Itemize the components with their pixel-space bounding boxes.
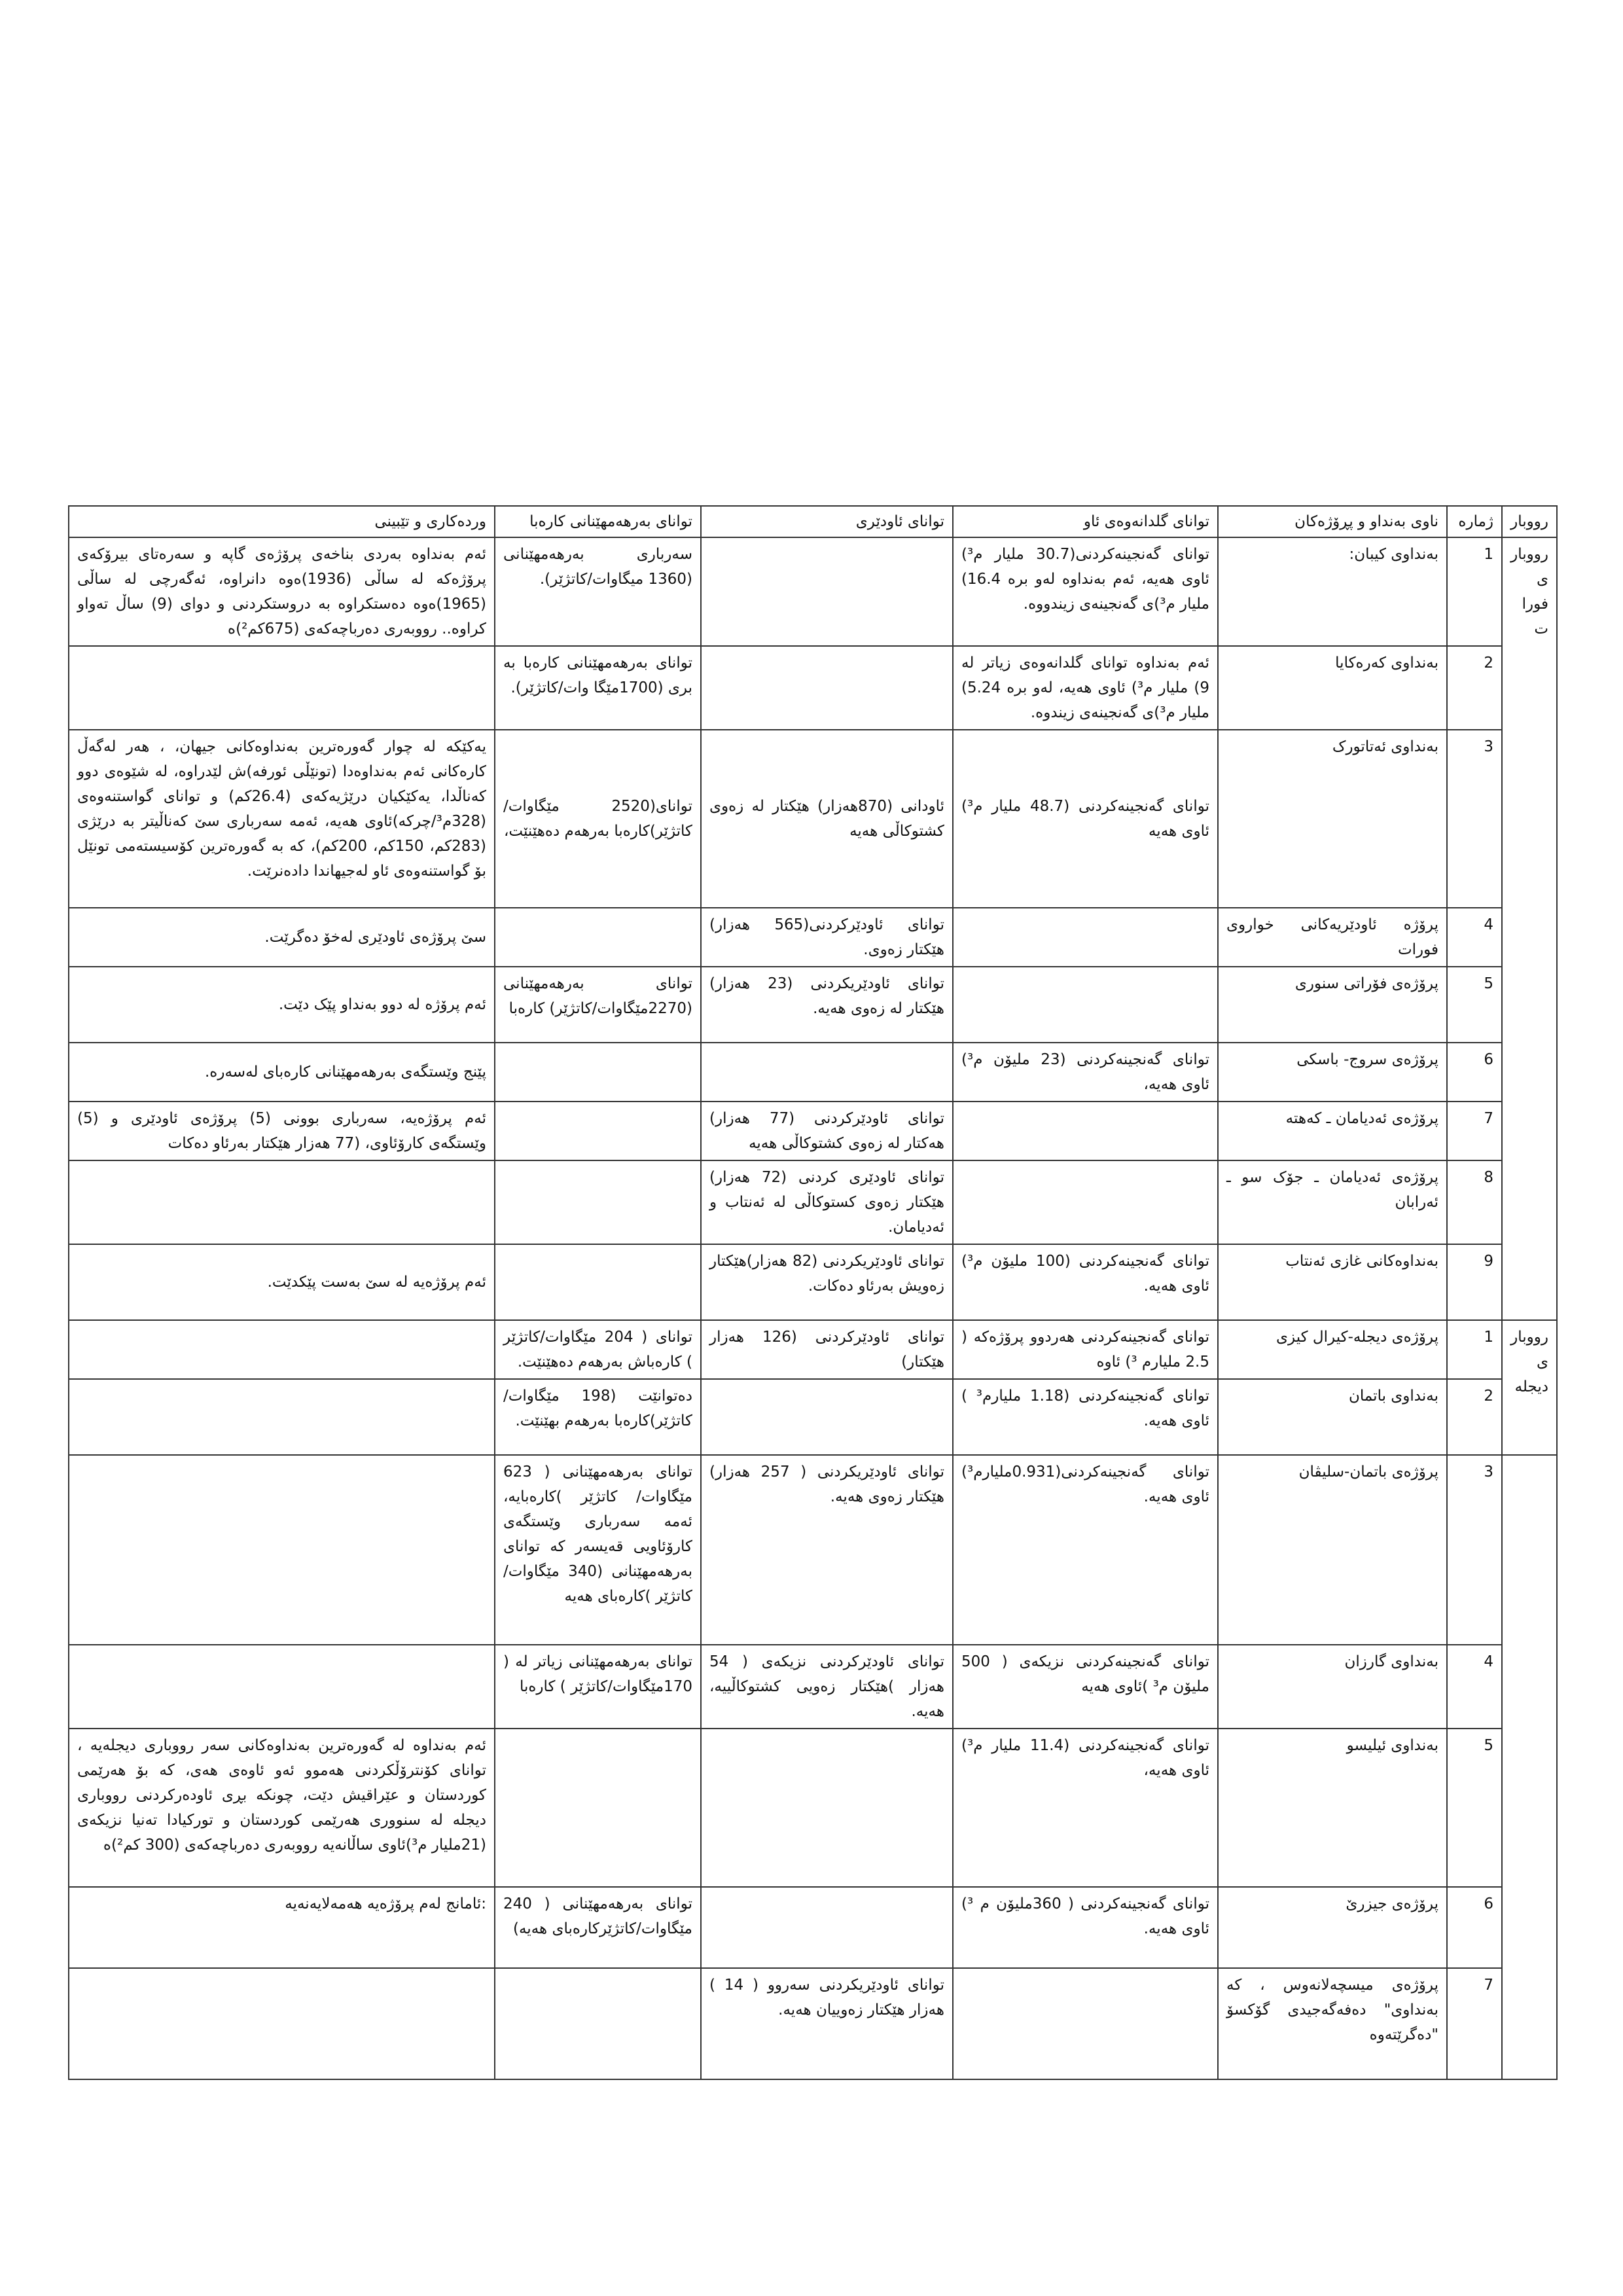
row-number: 8 xyxy=(1447,1160,1502,1244)
row-number: 6 xyxy=(1447,1043,1502,1102)
dam-name: پرۆژەی باتمان-سلیڤان xyxy=(1218,1455,1447,1645)
river-cell-euphrates: رووباری فورات xyxy=(1502,537,1557,1320)
header-name: ناوی بەنداو و پڕۆژەکان xyxy=(1218,506,1447,537)
power-cell: توانای بەرهەمهێنانی زیاتر لە ( 170مێگاوات/کاتژێر ) کارەبا xyxy=(495,1645,701,1729)
dam-name: پرۆژەی ئەدیامان ـ جۆک سو ـ ئەرابان xyxy=(1218,1160,1447,1244)
dam-name: بەنداوی ئیلیسو xyxy=(1218,1729,1447,1887)
row-number: 1 xyxy=(1447,1320,1502,1379)
power-cell: توانای بەرهەمهێنانی ( 623 مێگاوات/ کاتژێر )کارەبایە، ئەمە سەرباری وێستگەی کارۆئاویی قەیسەر کە توانای بەرهەمهێنانی (340 مێگاوات/کاتژێر )کارەبای هەیە xyxy=(495,1455,701,1645)
notes-cell: :ئامانج لەم پرۆژەیە هەمەلایەنەیە xyxy=(69,1887,495,1968)
irrigation-cell: توانای ئاودێریکردنی (82 هەزار)هێکتار زەویش بەرئاو دەکات. xyxy=(701,1244,953,1320)
irrigation-cell xyxy=(701,1887,953,1968)
storage-cell: توانای گەنجینەکردنی (48.7 ملیار م³) ئاوی هەیە xyxy=(953,730,1218,908)
table-row xyxy=(69,1455,1557,1645)
dam-name: پرۆژە ئاودێریەکانی خواروی فورات xyxy=(1218,908,1447,967)
table-row xyxy=(69,730,1557,908)
row-number: 5 xyxy=(1447,1729,1502,1887)
irrigation-cell xyxy=(701,537,953,646)
header-storage: توانای گلدانەوەی ئاو xyxy=(953,506,1218,537)
table-row xyxy=(69,1043,1557,1102)
notes-cell: سێ پرۆژەی ئاودێری لەخۆ دەگرێت. xyxy=(69,908,495,967)
power-cell xyxy=(495,1043,701,1102)
table-row xyxy=(69,1320,1557,1379)
irrigation-cell: ئاودانی (870هەزار) هێکتار لە زەوی کشتوکاڵی هەیە xyxy=(701,730,953,908)
irrigation-cell: توانای ئاودێرکردنی (126 هەزار هێکتار) xyxy=(701,1320,953,1379)
storage-cell: ئەم بەنداوە توانای گلدانەوەی زیاتر لە 9) ملیار م³) ئاوی هەیە، لەو برە 5.24) ملیار م³)ی گەنجینەی زیندوە. xyxy=(953,646,1218,730)
dam-name: بەنداوی باتمان xyxy=(1218,1379,1447,1455)
power-cell: توانای بەرهەمهێنانی کارەبا بە بری (1700مێگا وات/کاتژێر). xyxy=(495,646,701,730)
header-river: رووبار xyxy=(1502,506,1557,537)
notes-cell xyxy=(69,1968,495,2079)
irrigation-cell xyxy=(701,1043,953,1102)
dam-name: پرۆژەی ئەدیامان ـ کەهتە xyxy=(1218,1102,1447,1160)
notes-cell: یەکێکە لە چوار گەورەترین بەنداوەکانی جیهان، ، هەر لەگەڵ کارەکانی ئەم بەنداوەدا (تونێڵی ئورفە)ش لێدراوە، لە شێوەی دوو کەناڵدا، یەکێکیان درێژیەکەی (26.4کم) و توانای گواستنەوەی (328م³/چرکە)ئاوی هەیە، ئەمە سەرباری سێ کەناڵیتر بە درێژی (283کم، 150کم، 200کم)، کە بە گەورەترین کۆسیستەمی تونێل بۆ گواستنەوەی ئاو لەجیهاندا دادەنرێت. xyxy=(69,730,495,908)
storage-cell: توانای گەنجینەکردنی ( 360ملیۆن م ³) ئاوی هەیە. xyxy=(953,1887,1218,1968)
row-number: 5 xyxy=(1447,967,1502,1043)
power-cell: توانای بەرهەمهێنانی ( 240 مێگاوات/کاتژێرکارەبای هەیە) xyxy=(495,1887,701,1968)
dam-name: بەنداوی کەرەکایا xyxy=(1218,646,1447,730)
notes-cell xyxy=(69,1455,495,1645)
table-row xyxy=(69,1968,1557,2079)
irrigation-cell: توانای ئاودێری کردنی (72 هەزار) هێکتار زەوی کستوکاڵی لە ئەنتاب و ئەدیامان. xyxy=(701,1160,953,1244)
row-number: 9 xyxy=(1447,1244,1502,1320)
row-number: 4 xyxy=(1447,1645,1502,1729)
storage-cell: توانای گەنجینەکردنی (11.4 ملیار م³) ئاوی هەیە، xyxy=(953,1729,1218,1887)
storage-cell: توانای گەنجینەکردنی هەردوو پرۆژەکە ( 2.5 ملیارم ³) ئاوە xyxy=(953,1320,1218,1379)
notes-cell: پێنج وێستگەی بەرهەمهێنانی کارەبای لەسەرە. xyxy=(69,1043,495,1102)
dams-table xyxy=(68,505,1558,2080)
storage-cell xyxy=(953,1160,1218,1244)
storage-cell: توانای گەنجینەکردنی(30.7 ملیار م³) ئاوی هەیە، ئەم بەنداوە لەو برە 16.4) ملیار م³)ی گەنجینەی زیندووە. xyxy=(953,537,1218,646)
irrigation-cell: توانای ئاودێرکردنی نزیکەی ( 54 هەزار )هێکتار زەویی کشتوکاڵییە، هەیە. xyxy=(701,1645,953,1729)
storage-cell: توانای گەنجینەکردنی (23 ملیۆن م³) ئاوی هەیە، xyxy=(953,1043,1218,1102)
table-row xyxy=(69,646,1557,730)
storage-cell: توانای گەنجینەکردنی(0.931ملیارم³) ئاوی هەیە. xyxy=(953,1455,1218,1645)
dam-name: بەنداوی گارزان xyxy=(1218,1645,1447,1729)
table-row xyxy=(69,537,1557,646)
row-number: 6 xyxy=(1447,1887,1502,1968)
header-power: توانای بەرهەمهێنانی کارەبا xyxy=(495,506,701,537)
notes-cell xyxy=(69,1645,495,1729)
row-number: 3 xyxy=(1447,730,1502,908)
power-cell: توانای ( 204 مێگاوات/کاتژێر ) کارەباش بەرهەم دەهێنێت. xyxy=(495,1320,701,1379)
dam-name: بەنداوی کیبان: xyxy=(1218,537,1447,646)
power-cell xyxy=(495,908,701,967)
table-row xyxy=(69,1729,1557,1887)
irrigation-cell: توانای ئاودێریکردنی سەروو ( 14 ) هەزار هێکتار زەوییان هەیە. xyxy=(701,1968,953,2079)
storage-cell xyxy=(953,908,1218,967)
dam-name: پرۆژەی جیزرێ xyxy=(1218,1887,1447,1968)
row-number: 2 xyxy=(1447,1379,1502,1455)
power-cell: توانای بەرهەمهێنانی (2270مێگاوات/کاتژێر) کارەبا xyxy=(495,967,701,1043)
dam-name: پرۆژەی دیجلە-کیرال کیزی xyxy=(1218,1320,1447,1379)
power-cell: توانای(2520 مێگاوات/کاتژێر)کارەبا بەرهەم دەهێنێت، xyxy=(495,730,701,908)
notes-cell xyxy=(69,1160,495,1244)
row-number: 3 xyxy=(1447,1455,1502,1645)
table-row xyxy=(69,1244,1557,1320)
row-number: 7 xyxy=(1447,1102,1502,1160)
irrigation-cell xyxy=(701,646,953,730)
notes-cell xyxy=(69,1320,495,1379)
power-cell xyxy=(495,1968,701,2079)
header-number: ژمارە xyxy=(1447,506,1502,537)
irrigation-cell: توانای ئاودێرکردنی(565 هەزار) هێکتار زەوی. xyxy=(701,908,953,967)
notes-cell: ئەم پرۆژەیە، سەرباری بوونی (5) پرۆژەی ئاودێری و (5) وێستگەی کارۆئاوی، (77 هەزار هێکتار بەرئاو دەکات xyxy=(69,1102,495,1160)
notes-cell xyxy=(69,1379,495,1455)
storage-cell xyxy=(953,1102,1218,1160)
power-cell xyxy=(495,1160,701,1244)
row-number: 2 xyxy=(1447,646,1502,730)
irrigation-cell xyxy=(701,1379,953,1455)
table-row xyxy=(69,1887,1557,1968)
notes-cell: ئەم بەنداوە لە گەورەترین بەنداوەکانی سەر رووباری دیجلەیە ، توانای کۆنترۆڵکردنی هەموو ئەو ئاوەی هەی، کە بۆ هەرێمی کوردستان و عێراقیش دێت، چونکە بڕی ئاودەرکردنی رووباری دیجلە لە سنووری هەرێمی کوردستان و تورکیادا تەنیا نزیکەی (21ملیار م³)ئاوی ساڵانەیە رووبەری دەرباچەکەی (300 کم²)ە xyxy=(69,1729,495,1887)
table-row xyxy=(69,1645,1557,1729)
storage-cell xyxy=(953,1968,1218,2079)
power-cell xyxy=(495,1244,701,1320)
dam-name: پرۆژەی فۆراتی سنوری xyxy=(1218,967,1447,1043)
dam-name: بەنداوی ئەتاتورک xyxy=(1218,730,1447,908)
irrigation-cell xyxy=(701,1729,953,1887)
river-cell-empty xyxy=(1502,1455,1557,2079)
storage-cell: توانای گەنجینەکردنی نزیکەی ( 500 ملیۆن م³ )ئاوی هەیە xyxy=(953,1645,1218,1729)
table-row xyxy=(69,1102,1557,1160)
dam-name: بەنداوەکانی غازی ئەنتاب xyxy=(1218,1244,1447,1320)
table-row xyxy=(69,1379,1557,1455)
notes-cell: ئەم پرۆژە لە دوو بەنداو پێک دێت. xyxy=(69,967,495,1043)
notes-cell: ئەم پرۆژەیە لە سێ بەست پێکدێت. xyxy=(69,1244,495,1320)
irrigation-cell: توانای ئاودێرکردنی (77 هەزار) هەکتار لە زەوی کشتوکاڵی هەیە xyxy=(701,1102,953,1160)
dam-name: پرۆژەی میسچەلانەوس ، کە بەنداوی" دەفەگەجیدی گۆکسۆ "دەگرێتەوە xyxy=(1218,1968,1447,2079)
power-cell: سەرباری بەرهەمهێنانی (1360 میگاوات/کاتژێر). xyxy=(495,537,701,646)
irrigation-cell: توانای ئاودێریکردنی (23 هەزار) هێکتار لە زەوی هەیە. xyxy=(701,967,953,1043)
table-row xyxy=(69,1160,1557,1244)
notes-cell xyxy=(69,646,495,730)
row-number: 1 xyxy=(1447,537,1502,646)
storage-cell xyxy=(953,967,1218,1043)
storage-cell: توانای گەنجینەکردنی (100 ملیۆن م³) ئاوی هەیە. xyxy=(953,1244,1218,1320)
river-cell-tigris: رووباری دیجلە xyxy=(1502,1320,1557,1455)
table-row xyxy=(69,967,1557,1043)
irrigation-cell: توانای ئاودێریکردنی ( 257 هەزار) هێکتار زەوی هەیە. xyxy=(701,1455,953,1645)
dam-name: پرۆژەی سروج- باسکی xyxy=(1218,1043,1447,1102)
notes-cell: ئەم بەنداوە بەردی بناخەی پرۆژەی گاپە و سەرەتای بیرۆکەی پرۆژەکە لە ساڵی (1936)ەوە دانراوە، ئەگەرچی لە ساڵی (1965)ەوە دەستکراوە بە دروستکردنی و دوای (9) ساڵ تەواو کراوە.. رووبەری دەرباچەکەی (675کم²)ە xyxy=(69,537,495,646)
table-row xyxy=(69,908,1557,967)
header-row xyxy=(69,506,1557,537)
power-cell xyxy=(495,1102,701,1160)
storage-cell: توانای گەنجینەکردنی (1.18 ملیارم³ ) ئاوی هەیە. xyxy=(953,1379,1218,1455)
header-irrigation: توانای ئاودێری xyxy=(701,506,953,537)
power-cell: دەتوانێت (198 مێگاوات/کاتژێر)کارەبا بەرهەم بهێنێت. xyxy=(495,1379,701,1455)
row-number: 4 xyxy=(1447,908,1502,967)
header-notes: وردەکاری و تێبینی xyxy=(69,506,495,537)
row-number: 7 xyxy=(1447,1968,1502,2079)
power-cell xyxy=(495,1729,701,1887)
